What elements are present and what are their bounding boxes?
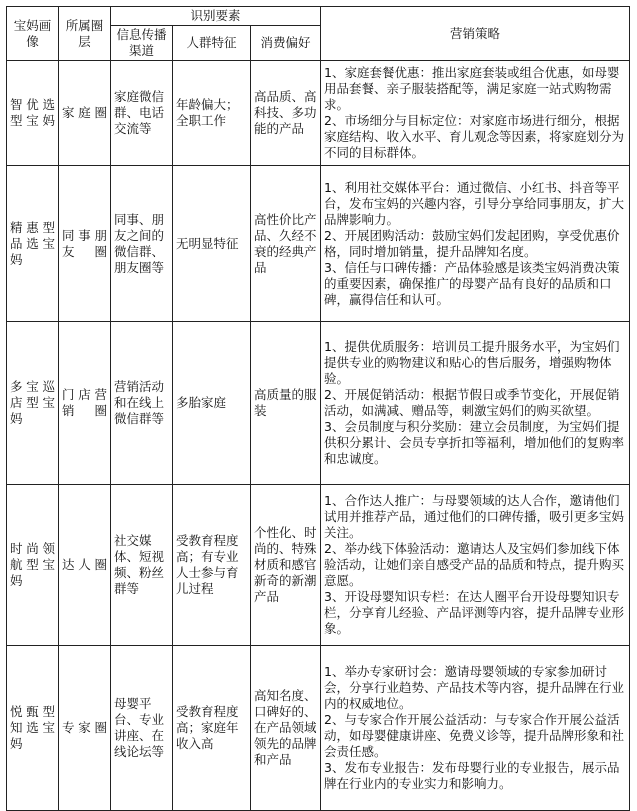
cell-type: 悦甄型知选宝妈 bbox=[7, 646, 59, 811]
cell-strategy bbox=[321, 61, 630, 166]
header-row-1 bbox=[7, 7, 630, 26]
header-pref: 消费偏好 bbox=[251, 26, 321, 61]
strategy-item: 2、与专家合作开展公益活动：与专家合作开展公益活动，如母婴健康讲座、免费义诊等，提升品牌形象和社会责任感。 bbox=[324, 712, 625, 759]
table-row bbox=[7, 166, 630, 322]
strategy-item: 2、举办线下体验活动：邀请达人及宝妈们参加线下体验活动，让她们亲自感受产品的品质和特点，提升购买意愿。 bbox=[324, 541, 625, 588]
strategy-item: 3、会员制度与积分奖励：建立会员制度，为宝妈们提供积分累计、会员专享折扣等福利，增加他们的复购率和忠诚度。 bbox=[324, 419, 625, 466]
cell-channel: 母婴平台、专业讲座、在线论坛等 bbox=[111, 646, 173, 811]
strategy-item: 1、家庭套餐优惠：推出家庭套装或组合优惠，如母婴用品套餐、亲子服装搭配等，满足家庭一站式购物需求。 bbox=[324, 65, 620, 112]
strategy-item: 3、开设母婴知识专栏：在达人圈平台开设母婴知识专栏，分享育儿经验、产品评测等内容，提升品牌专业形象。 bbox=[324, 589, 625, 636]
strategy-item: 2、市场细分与目标定位：对家庭市场进行细分，根据家庭结构、收入水平、育儿观念等因素，将家庭划分为不同的目标群体。 bbox=[324, 113, 625, 160]
cell-type: 时尚领航型宝妈 bbox=[7, 485, 59, 646]
strategy-item: 2、开展促销活动：根据节假日或季节变化，开展促销活动，如满减、赠品等，刺激宝妈们的购买欲望。 bbox=[324, 387, 620, 418]
cell-crowd: 受教育程度高；有专业人士参与育儿过程 bbox=[173, 485, 251, 646]
cell-pref: 高品质、高科技、多功能的产品 bbox=[251, 61, 321, 166]
cell-layer: 同事朋友圈 bbox=[59, 166, 111, 322]
cell-channel: 社交媒体、短视频、粉丝群等 bbox=[111, 485, 173, 646]
strategy-item: 3、发布专业报告：发布母婴行业的专业报告，展示品牌在行业内的专业实力和影响力。 bbox=[324, 760, 620, 791]
header-channel: 信息传播渠道 bbox=[111, 26, 173, 61]
cell-crowd: 多胎家庭 bbox=[173, 322, 251, 485]
header-strategy: 营销策略 bbox=[321, 7, 630, 61]
cell-strategy bbox=[321, 485, 630, 646]
table-row bbox=[7, 646, 630, 811]
cell-strategy bbox=[321, 166, 630, 322]
strategy-item: 1、提供优质服务：培训员工提升服务水平，为宝妈们提供专业的购物建议和贴心的售后服务，增强购物体验。 bbox=[324, 339, 620, 386]
header-layer: 所属圈层 bbox=[59, 7, 111, 61]
table-row bbox=[7, 485, 630, 646]
header-crowd: 人群特征 bbox=[173, 26, 251, 61]
cell-pref: 高知名度、口碑好的、在产品领域领先的品牌和产品 bbox=[251, 646, 321, 811]
cell-crowd: 无明显特征 bbox=[173, 166, 251, 322]
table-row bbox=[7, 322, 630, 485]
strategy-item: 3、信任与口碑传播：产品体验感是该类宝妈消费决策的重要因素，确保推广的母婴产品有良好的品质和口碑，赢得信任和认可。 bbox=[324, 259, 620, 307]
marketing-strategy-table bbox=[6, 6, 630, 811]
cell-strategy bbox=[321, 646, 630, 811]
cell-layer: 专家圈 bbox=[59, 646, 111, 811]
cell-strategy bbox=[321, 322, 630, 485]
strategy-item: 1、合作达人推广：与母婴领域的达人合作，邀请他们试用并推荐产品，通过他们的口碑传播，吸引更多宝妈关注。 bbox=[324, 493, 625, 540]
cell-pref: 高性价比产品、久经不衰的经典产品 bbox=[251, 166, 321, 322]
cell-layer: 达人圈 bbox=[59, 485, 111, 646]
strategy-item: 1、举办专家研讨会：邀请母婴领域的专家参加研讨会，分享行业趋势、产品技术等内容，提升品牌在行业内的权威地位。 bbox=[324, 664, 625, 711]
cell-type: 精惠型品选宝妈 bbox=[7, 166, 59, 322]
cell-layer: 家庭圈 bbox=[59, 61, 111, 166]
cell-crowd: 年龄偏大；全职工作 bbox=[173, 61, 251, 166]
header-group-identify: 识别要素 bbox=[111, 7, 321, 26]
header-type: 宝妈画像 bbox=[7, 7, 59, 61]
cell-pref: 个性化、时尚的、特殊材质和感官新奇的新潮产品 bbox=[251, 485, 321, 646]
cell-type: 多宝巡店型宝妈 bbox=[7, 322, 59, 485]
cell-pref: 高质量的服装 bbox=[251, 322, 321, 485]
table-row bbox=[7, 61, 630, 166]
cell-type: 智优选型宝妈 bbox=[7, 61, 59, 166]
strategy-item: 2、开展团购活动：鼓励宝妈们发起团购，享受优惠价格，同时增加销量，提升品牌知名度。 bbox=[324, 227, 620, 259]
cell-channel: 营销活动和在线上微信群等 bbox=[111, 322, 173, 485]
cell-layer: 门店营销圈 bbox=[59, 322, 111, 485]
strategy-item: 1、利用社交媒体平台：通过微信、小红书、抖音等平台，发布宝妈的兴趣内容，引导分享给同事朋友，扩大品牌影响力。 bbox=[324, 179, 625, 227]
cell-channel: 同事、朋友之间的微信群、朋友圈等 bbox=[111, 166, 173, 322]
cell-crowd: 受教育程度高；家庭年收入高 bbox=[173, 646, 251, 811]
cell-channel: 家庭微信群、电话交流等 bbox=[111, 61, 173, 166]
